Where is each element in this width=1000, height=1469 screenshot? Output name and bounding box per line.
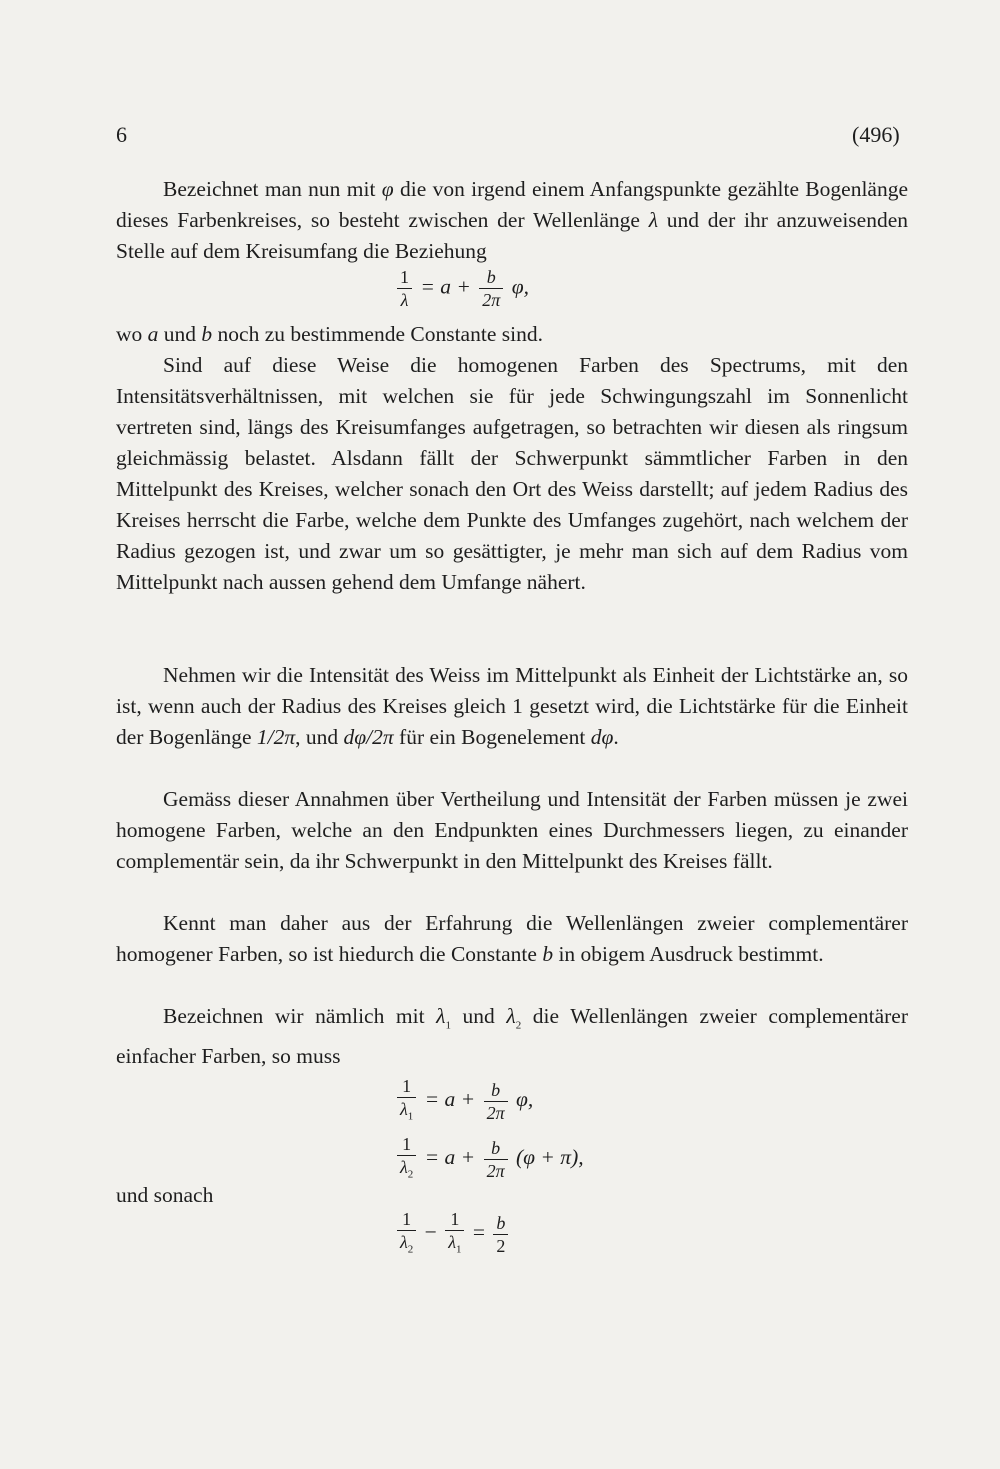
page-number: 6 — [116, 122, 127, 147]
equation-4: $\frac{1}{\lambda_2}$ − $\frac{1}{\lambda_1}$ = $\frac{b}{2}$ — [394, 1208, 511, 1261]
paragraph-5: Gemäss dieser Annahmen über Vertheilung und Intensität der Farben müssen je zwei homogene Farben, welche an den Endpunkten eines Durchmessers liegen, zu einander complementär sein, da ihr Schwerpunkt in den Mittelpunkt des Kreises fällt. — [116, 787, 908, 873]
und-sonach-label: und sonach — [116, 1183, 214, 1207]
paragraph-3: Sind auf diese Weise die homogenen Farben des Spectrums, mit den Intensitätsverhältnissen, mit welchen sie für jede Schwingungszahl im Sonnenlicht vertreten sind, längs des Kreisumfanges aufgetragen, so betrachten wir diesen als ringsum gleichmässig belastet. Alsdann fällt der Schwerpunkt sämmtlicher Farben in den Mittelpunkt des Kreises, welcher sonach den Ort des Weiss darstellt; auf jedem Radius des Kreises herrscht die Farbe, welche dem Punkte des Umfanges zugehört, nach welchem der Radius gezogen ist, und zwar um so gesättigter, je mehr man sich auf dem Radius vom Mittelpunkt nach aussen gehend dem Umfange nähert. — [116, 353, 908, 594]
paragraph-6: Kennt man daher aus der Erfahrung die Wellenlängen zweier complementärer homogener Farben, so ist hiedurch die Constante b in obigem Ausdruck bestimmt. — [116, 911, 908, 966]
paragraph-1: Bezeichnet man nun mit φ die von irgend einem Anfangspunkte gezählte Bogenlänge dieses Farbenkreises, so besteht zwischen der Wellenlänge λ und der ihr anzuweisenden Stelle auf dem Kreisumfang die Beziehung — [116, 177, 909, 263]
paragraph-2: wo a und b noch zu bestimmende Constante sind. — [116, 322, 543, 346]
equation-3: $\frac{1}{\lambda_2}$ = a + $\frac{b}{2\pi}$ (φ + π), — [394, 1133, 584, 1186]
paragraph-4: Nehmen wir die Intensität des Weiss im Mittelpunkt als Einheit der Lichtstärke an, so ist, wenn auch der Radius des Kreises gleich 1 gesetzt wird, die Lichtstärke für die Einheit der Bogenlänge 1/2π, und dφ/2π für ein Bogenelement dφ. — [116, 663, 908, 749]
equation-1: $\frac{1}{\lambda}$ = a + $\frac{b}{2\pi}$ φ, — [394, 266, 529, 311]
math-phi: φ — [381, 177, 394, 201]
section-number: (496) — [852, 122, 900, 147]
math-lambda: λ — [648, 208, 659, 232]
equation-2: $\frac{1}{\lambda_1}$ = a + $\frac{b}{2\pi}$ φ, — [394, 1075, 533, 1128]
paragraph-7: Bezeichnen wir nämlich mit $\lambda_1$ und $\lambda_2$ die Wellenlängen zweier complementärer einfacher Farben, so muss — [116, 1004, 909, 1069]
